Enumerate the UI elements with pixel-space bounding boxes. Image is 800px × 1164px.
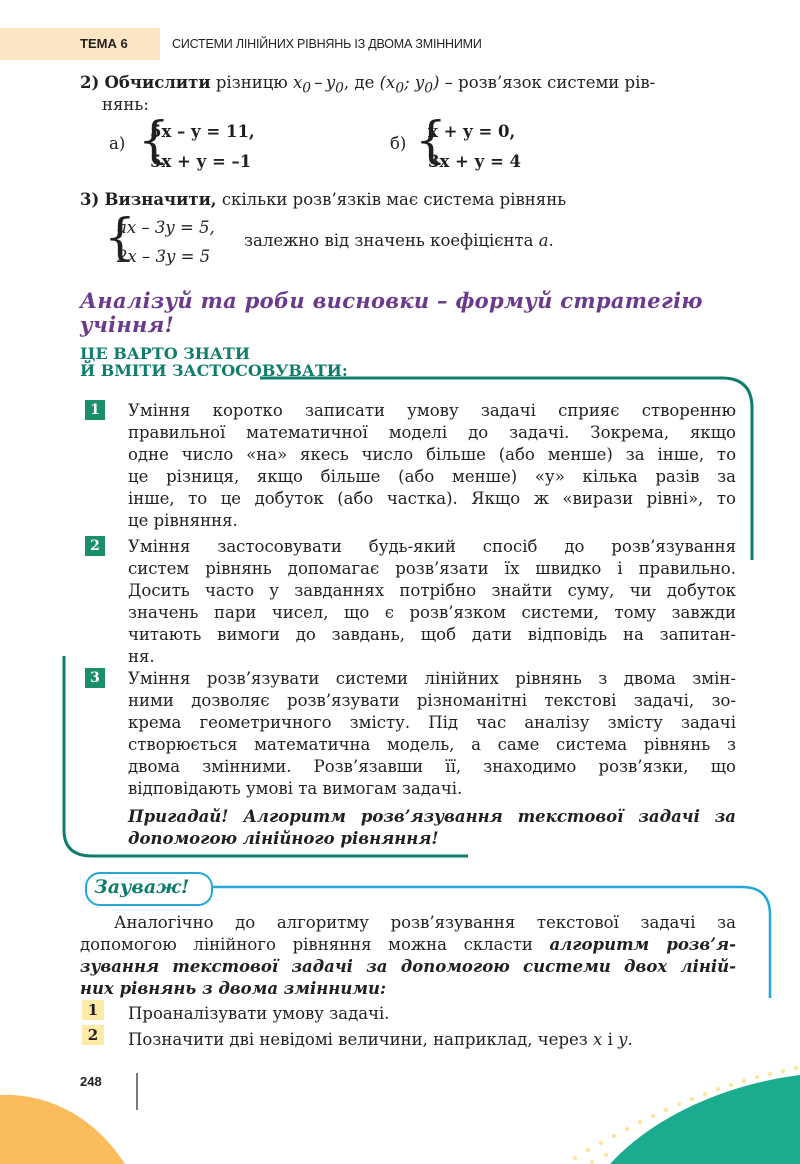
task2-verb: Обчислити bbox=[104, 73, 211, 92]
task3-text: скільки розв’язків має система рівнянь bbox=[221, 190, 567, 209]
note-step2-main: Позначити дві невідомі величини, наприклад, через bbox=[128, 1030, 588, 1049]
note-line2-bold: алгоритм розв’я- bbox=[549, 935, 736, 954]
strategy-heading-line1: Аналізуй та роби висновки – формуй стратегію bbox=[80, 288, 703, 313]
item2-text bbox=[128, 536, 736, 668]
item1-line: це різниця, якщо більше (або менше) «у» кілька разів за bbox=[128, 467, 736, 486]
know-heading-line2: Й ВМІТИ ЗАСТОСОВУВАТИ: bbox=[80, 361, 348, 380]
task3-verb: Визначити, bbox=[104, 190, 217, 209]
task2-pair: ($x_0$; $y_0$) bbox=[379, 73, 440, 97]
item1-text bbox=[128, 400, 736, 532]
task2-a-brace: { bbox=[138, 111, 170, 169]
task2-expression: $x_0 - y_0$ bbox=[292, 73, 344, 97]
task3-var: a bbox=[538, 231, 549, 250]
note-line1 bbox=[80, 912, 736, 934]
task2-text: різницю bbox=[215, 73, 288, 92]
item1-line: Уміння коротко записати умову задачі сприяє створенню bbox=[128, 401, 736, 420]
item2-line: ня. bbox=[128, 647, 155, 666]
task2-line1 bbox=[80, 72, 750, 99]
item3-line: двома змінними. Розв’язавши її, знаходимо розв’язки, що bbox=[128, 757, 736, 776]
task3-line1 bbox=[80, 189, 566, 211]
task2-a-eq1: 5x – y = 11, bbox=[150, 122, 255, 141]
task2-line2: нянь: bbox=[102, 95, 149, 114]
note-step2-var1: x bbox=[593, 1030, 603, 1049]
note-step1-text: Проаналізувати умову задачі. bbox=[128, 1004, 390, 1023]
item1-line: одне число «на» якесь число більше (або менше) за інше, то bbox=[128, 445, 736, 464]
note-step2-end: . bbox=[627, 1030, 633, 1049]
task3-number: 3) bbox=[80, 190, 100, 209]
task2-number: 2) bbox=[80, 73, 100, 92]
item3-number: 3 bbox=[85, 668, 105, 688]
task3-after-text: залежно від значень коефіцієнта bbox=[244, 231, 534, 250]
note-title: Зауваж! bbox=[94, 876, 190, 898]
task2-rest2: – розв’язок системи рів- bbox=[444, 73, 656, 92]
note-step2-var2: y bbox=[618, 1030, 628, 1049]
page-number: 248 bbox=[80, 1074, 102, 1089]
task2-rest: , де bbox=[343, 73, 375, 92]
note-line1-text: Аналогічно до алгоритму розв’язування текстової задачі за bbox=[114, 913, 736, 932]
task3-after bbox=[244, 230, 554, 252]
item3-line: ними дозволяє розв’язувати різноманітні текстові задачі, зо- bbox=[128, 691, 736, 710]
remember-line1: Пригадай! Алгоритм розв’язування текстової задачі за bbox=[128, 807, 736, 826]
note-step2-text bbox=[128, 1029, 633, 1051]
remember-line2: допомогою лінійного рівняння! bbox=[128, 829, 439, 848]
task3-eq2: 2x – 3y = 5 bbox=[117, 247, 211, 266]
item3-line: крема геометричного змісту. Під час аналізу змісту задачі bbox=[128, 713, 736, 732]
theme-label: ТЕМА 6 bbox=[80, 36, 128, 51]
item1-number: 1 bbox=[85, 400, 105, 420]
task2-b-label: б) bbox=[390, 134, 407, 153]
item3-text bbox=[128, 668, 736, 800]
item2-line: читають вимоги до завдань, щоб дати відповідь на запитан- bbox=[128, 625, 736, 644]
item1-line: інше, то це добуток (або частка). Якщо ж «вирази рівні», то bbox=[128, 489, 736, 508]
chapter-title: СИСТЕМИ ЛІНІЙНИХ РІВНЯНЬ ІЗ ДВОМА ЗМІННИМИ bbox=[172, 37, 482, 51]
task2-b-eq2: 3x + y = 4 bbox=[428, 152, 522, 171]
item2-line: Уміння застосовувати будь-який спосіб до розв’язування bbox=[128, 537, 736, 556]
item3-line: відповідають умові та вимогам задачі. bbox=[128, 779, 463, 798]
item3-line: створюється математична модель, а саме система рівнянь з bbox=[128, 735, 736, 754]
task2-b-brace: { bbox=[415, 111, 447, 169]
item3-line: Уміння розв’язувати системи лінійних рівнянь з двома змін- bbox=[128, 669, 736, 688]
note-step2-number: 2 bbox=[82, 1025, 104, 1045]
note-step1-number: 1 bbox=[82, 1000, 104, 1020]
task3-eq1: ax – 3y = 5, bbox=[117, 218, 215, 237]
item2-line: значень пари чисел, що є розв’язком системи, тому завжди bbox=[128, 603, 736, 622]
task3-after-end: . bbox=[548, 231, 554, 250]
task3-brace: { bbox=[104, 208, 136, 266]
task2-a-eq2: 5x + y = –1 bbox=[150, 152, 252, 171]
note-text bbox=[80, 912, 736, 1000]
strategy-heading-line2: учіння! bbox=[80, 312, 175, 337]
note-line2-plain: допомогою лінійного рівняння можна скласти bbox=[80, 935, 533, 954]
item2-line: систем рівнянь допомагає розв’язати їх швидко і правильно. bbox=[128, 559, 736, 578]
task2-b-eq1: x + y = 0, bbox=[428, 122, 516, 141]
item2-number: 2 bbox=[85, 536, 105, 556]
item1-line: правильної математичної моделі до задачі. Зокрема, якщо bbox=[128, 423, 736, 442]
item2-line: Досить часто у завданнях потрібно знайти суму, чи добуток bbox=[128, 581, 736, 600]
note-line4: них рівнянь з двома змінними: bbox=[80, 979, 387, 998]
know-heading-line1: ЦЕ ВАРТО ЗНАТИ bbox=[80, 344, 250, 363]
task2-a-label: а) bbox=[109, 134, 126, 153]
note-line3: зування текстової задачі за допомогою системи двох ліній- bbox=[80, 957, 736, 976]
item1-line: це рівняння. bbox=[128, 511, 238, 530]
note-line2 bbox=[80, 934, 736, 956]
remember-text bbox=[128, 806, 736, 850]
note-step2-mid: і bbox=[607, 1030, 613, 1049]
